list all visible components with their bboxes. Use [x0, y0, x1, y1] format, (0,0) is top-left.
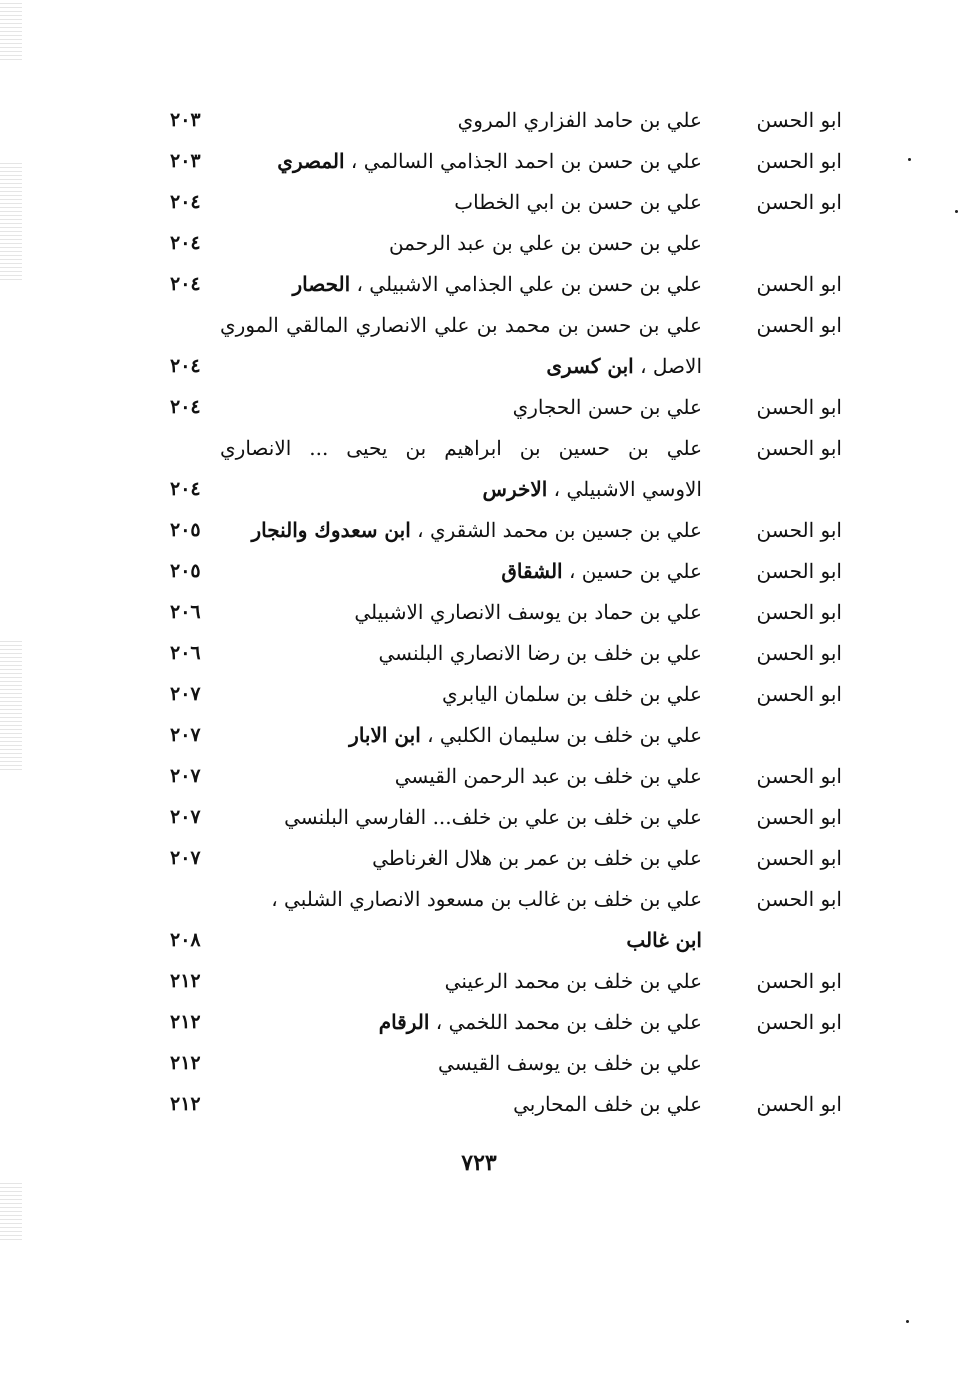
- entry-name-text: علي بن خلف بن يوسف القيسي: [438, 1051, 702, 1075]
- entry-name-text: علي بن حسن بن علي بن عبد الرحمن: [388, 231, 702, 255]
- entry-page-number: ٢٠٦: [170, 642, 201, 664]
- entry-page-number: ٢١٢: [170, 1052, 201, 1074]
- entry-name: [292, 264, 702, 305]
- entry-name-text: علي بن جسين بن محمد الشقري ،: [410, 518, 702, 542]
- index-entry: [150, 879, 850, 920]
- page-folio-number: ٧٢٣: [461, 1150, 497, 1176]
- entry-name: [372, 838, 702, 879]
- entry-kunya: ابو الحسن: [756, 395, 842, 419]
- entry-kunya: ابو الحسن: [756, 190, 842, 214]
- entry-kunya: ابو الحسن: [756, 559, 842, 583]
- scan-edge-shadow: [0, 1180, 22, 1240]
- entry-name: [395, 756, 702, 797]
- entry-laqab: ابن سعدوك والنجار: [251, 518, 411, 542]
- entry-name: [251, 510, 702, 551]
- index-entry: [150, 141, 850, 182]
- index-entry: [150, 1002, 850, 1043]
- entry-name-text: علي بن حسن بن ابي الخطاب: [454, 190, 702, 214]
- entry-name: [438, 1043, 702, 1084]
- entry-kunya: ابو الحسن: [756, 149, 842, 173]
- entry-kunya: ابو الحسن: [756, 1010, 842, 1034]
- scan-edge-shadow: [0, 640, 22, 770]
- entry-kunya: ابو الحسن: [756, 1092, 842, 1116]
- entry-laqab: ابن الابار: [349, 723, 421, 747]
- scan-edge-shadow: [0, 0, 22, 60]
- index-entry-continuation: [150, 469, 850, 510]
- entry-kunya: ابو الحسن: [756, 600, 842, 624]
- scan-speck: [908, 158, 911, 161]
- entry-name: [445, 961, 702, 1002]
- entry-name: [271, 879, 702, 920]
- entry-page-number: ٢١٢: [170, 1093, 201, 1115]
- index-entry: [150, 1043, 850, 1084]
- entry-name: علي بن حسين بن ابراهيم بن يحيى ... الانصاري: [220, 436, 702, 460]
- entry-page-number: ٢٠٦: [170, 601, 201, 623]
- entry-kunya: ابو الحسن: [756, 313, 842, 337]
- entry-kunya: ابو الحسن: [756, 518, 842, 542]
- entry-kunya: ابو الحسن: [756, 764, 842, 788]
- index-entry: [150, 510, 850, 551]
- index-list: [150, 100, 850, 1125]
- scan-speck: [906, 1320, 909, 1323]
- entry-name-text: علي بن خلف بن علي بن خلف... الفارسي البلنسي: [284, 805, 702, 829]
- entry-kunya: ابو الحسن: [756, 272, 842, 296]
- index-entry: [150, 182, 850, 223]
- entry-laqab: الاخرس: [482, 477, 548, 501]
- entry-kunya: ابو الحسن: [756, 969, 842, 993]
- entry-name: [354, 592, 702, 633]
- entry-name-text: علي بن حماد بن يوسف الانصاري الاشبيلي: [354, 600, 702, 624]
- index-entry: [150, 674, 850, 715]
- entry-page-number: ٢٠٧: [170, 765, 201, 787]
- entry-kunya: ابو الحسن: [756, 887, 842, 911]
- entry-name: [284, 797, 702, 838]
- entry-name-text: علي بن حسن الحجاري: [512, 395, 702, 419]
- entry-kunya: ابو الحسن: [756, 108, 842, 132]
- entry-page-number: ٢٠٤: [170, 478, 201, 500]
- index-entry: [150, 428, 850, 469]
- index-entry: [150, 305, 850, 346]
- entry-laqab: الرقام: [378, 1010, 430, 1034]
- entry-name-text: علي بن حامد الفزاري المروي: [457, 108, 702, 132]
- entry-name-text: علي بن خلف بن غالب بن مسعود الانصاري الشلبي ،: [271, 887, 702, 911]
- index-entry: [150, 797, 850, 838]
- entry-name: [513, 387, 702, 428]
- entry-page-number: ٢٠٥: [170, 560, 201, 582]
- entry-page-number: ٢٠٧: [170, 724, 201, 746]
- entry-kunya: ابو الحسن: [756, 805, 842, 829]
- entry-page-number: ٢١٢: [170, 970, 201, 992]
- entry-name-text: علي بن حسن بن علي الجذامي الاشبيلي ،: [350, 272, 702, 296]
- entry-page-number: ٢١٢: [170, 1011, 201, 1033]
- entry-name: علي بن حسن بن محمد بن علي الانصاري المالقي الموري: [220, 313, 702, 337]
- entry-kunya: ابو الحسن: [756, 436, 842, 460]
- entry-name-text: علي بن خلف بن محمد الرعيني: [444, 969, 702, 993]
- entry-name: [546, 346, 702, 387]
- entry-name-text: علي بن خلف المحاربي: [513, 1092, 702, 1116]
- entry-name-text: علي بن خلف بن عبد الرحمن القيسي: [394, 764, 702, 788]
- scan-edge-shadow: [0, 160, 22, 280]
- entry-kunya: ابو الحسن: [756, 846, 842, 870]
- entry-page-number: ٢٠٧: [170, 847, 201, 869]
- entry-laqab: الحصار: [292, 272, 351, 296]
- entry-name-text: علي بن حسن بن احمد الجذامي السالمي ،: [344, 149, 702, 173]
- entry-name-text: علي بن خلف بن سليمان الكلبي ،: [420, 723, 702, 747]
- entry-name: [501, 551, 702, 592]
- entry-name-text: علي بن خلف بن رضا الانصاري البلنسي: [378, 641, 702, 665]
- entry-page-number: ٢٠٤: [170, 355, 201, 377]
- entry-name-text: الاصل ،: [633, 354, 702, 378]
- index-entry: [150, 756, 850, 797]
- entry-name: [379, 1002, 702, 1043]
- entry-page-number: ٢٠٥: [170, 519, 201, 541]
- index-entry: [150, 264, 850, 305]
- entry-laqab: ابن كسرى: [546, 354, 634, 378]
- entry-page-number: ٢٠٤: [170, 191, 201, 213]
- index-entry: [150, 633, 850, 674]
- index-entry: [150, 961, 850, 1002]
- entry-name: [513, 1084, 702, 1125]
- entry-page-number: ٢٠٨: [170, 929, 201, 951]
- entry-name-text: علي بن حسين ،: [562, 559, 702, 583]
- entry-page-number: ٢٠٣: [170, 109, 201, 131]
- entry-laqab: ابن غالب: [626, 928, 702, 952]
- entry-page-number: ٢٠٣: [170, 150, 201, 172]
- entry-page-number: ٢٠٧: [170, 683, 201, 705]
- index-entry: [150, 715, 850, 756]
- entry-name-text: علي بن خلف بن سلمان اليابري: [441, 682, 702, 706]
- index-entry: [150, 838, 850, 879]
- index-entry: [150, 592, 850, 633]
- entry-name: [458, 100, 702, 141]
- entry-name-text: علي بن خلف بن محمد اللخمي ،: [429, 1010, 702, 1034]
- entry-name: [454, 182, 702, 223]
- entry-laqab: المصري: [277, 149, 345, 173]
- entry-name-text: الاوسي الاشبيلي ،: [547, 477, 702, 501]
- index-entry: [150, 1084, 850, 1125]
- index-entry: [150, 100, 850, 141]
- entry-name: [389, 223, 702, 264]
- index-entry-continuation: [150, 346, 850, 387]
- entry-name: [349, 715, 702, 756]
- entry-name: [626, 920, 702, 961]
- entry-kunya: ابو الحسن: [756, 682, 842, 706]
- entry-name: [483, 469, 702, 510]
- entry-name: [378, 633, 702, 674]
- entry-page-number: ٢٠٧: [170, 806, 201, 828]
- index-entry: [150, 223, 850, 264]
- entry-name: [277, 141, 702, 182]
- entry-laqab: الشقاق: [501, 559, 563, 583]
- index-entry-continuation: [150, 920, 850, 961]
- entry-page-number: ٢٠٤: [170, 273, 201, 295]
- entry-name-text: علي بن خلف بن عمر بن هلال الغرناطي: [372, 846, 702, 870]
- entry-page-number: ٢٠٤: [170, 232, 201, 254]
- entry-name: [442, 674, 702, 715]
- index-entry: [150, 551, 850, 592]
- index-entry: [150, 387, 850, 428]
- entry-page-number: ٢٠٤: [170, 396, 201, 418]
- entry-kunya: ابو الحسن: [756, 641, 842, 665]
